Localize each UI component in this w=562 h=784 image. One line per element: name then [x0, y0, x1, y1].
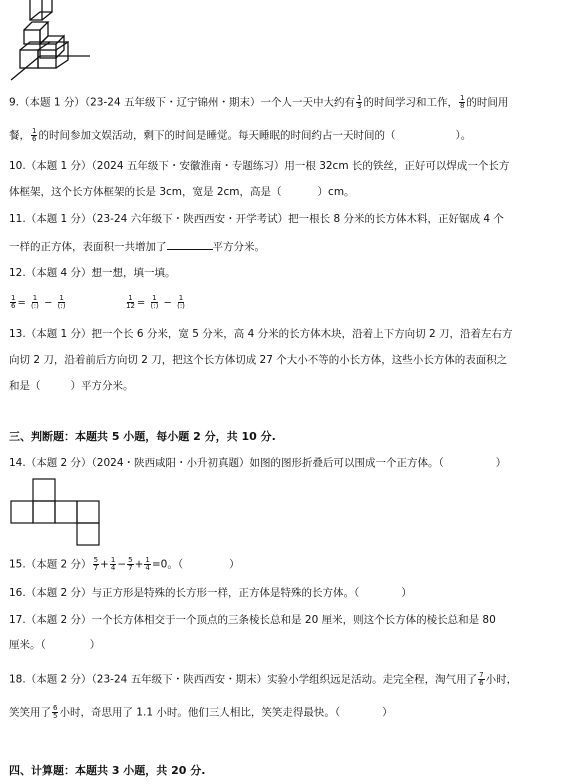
fraction-blank[interactable]: $\frac{1}{(:)}$: [57, 294, 66, 310]
fraction-blank[interactable]: $\frac{1}{(:)}$: [150, 294, 159, 310]
q14-text: 14.（本题 2 分）（2024・陕西咸阳・小升初真题）如图的图形折叠后可以围成一个正方体。（: [9, 457, 444, 469]
q11-text-b: 平方分米。: [212, 241, 265, 253]
cube-net-figure: [10, 478, 110, 548]
equation-1: $\frac{1}{6}$ = $\frac{1}{(:)}$ − $\frac{1}{(:)}$: [11, 294, 66, 310]
equation-2: $\frac{1}{12}$ = $\frac{1}{(:)}$ − $\frac{1}{(:)}$: [126, 294, 185, 310]
question-16: 16.（本题 2 分）与正方形是特殊的长方形一样，正方体是特殊的长方体。（ ）: [9, 587, 412, 599]
question-15: 15.（本题 2 分） $\frac{5}{7}$ + $\frac{1}{4}$ − $\frac{5}{7}$ + $\frac{1}{4}$ =0。（ ）: [9, 556, 240, 572]
question-13-line-3: [9, 379, 134, 393]
fraction-one-third: $\frac{1}{3}$: [356, 94, 362, 110]
question-10-line-2: [9, 185, 355, 199]
q9-text-4: 餐，: [9, 129, 30, 142]
q9-text-3: 的时间用: [466, 96, 509, 109]
question-18-line-1: 18.（本题 2 分）（23-24 五年级下・陕西西安・期末）实验小学组织远足活动。走完全程，淘气用了 $\frac{7}{6}$ 小时，: [9, 671, 518, 687]
question-13-line-1: 13.（本题 1 分）把一个长 6 分米，宽 5 分米，高 4 分米的长方体木块，沿着上下方向切 2 刀，沿着左右方: [9, 328, 513, 340]
q9-text-2: 的时间学习和工作，: [363, 96, 458, 109]
question-17-line-2: 厘米。（ ）: [9, 639, 101, 651]
q11-text-a: 一样的正方体，表面积一共增加了: [9, 241, 167, 253]
question-12-line-1: 12.（本题 4 分）想一想，填一填。: [9, 267, 176, 279]
fraction-blank[interactable]: $\frac{1}{(:)}$: [31, 294, 39, 310]
question-17-line-1: 17.（本题 2 分）一个长方体相交于一个顶点的三条棱长总和是 20 厘米，则这个长方体的棱长总和是 80: [9, 614, 496, 626]
fraction-blank[interactable]: $\frac{1}{(:)}$: [177, 294, 185, 310]
question-10-line-1: 10.（本题 1 分）（2024 五年级下・安徽淮南・专题练习）用一根 32cm 长的铁丝，正好可以焊成一个长方: [9, 160, 510, 172]
question-9-line-1: [9, 95, 508, 110]
question-11-line-1: 11.（本题 1 分）（23-24 六年级下・陕西西安・开学考试）把一根长 8 分米的长方体木料，正好锯成 4 个: [9, 213, 504, 225]
q13-text-a: 和是（: [9, 380, 41, 392]
question-11-line-2: [9, 239, 265, 254]
fraction-one-eighth: $\frac{1}{8}$: [459, 94, 465, 110]
q9-text-6: ）。: [455, 129, 472, 142]
q13-text-b: ）平方分米。: [70, 380, 134, 392]
question-13-line-2: 向切 2 刀，沿着前后方向切 2 刀，把这个长方体切成 27 个大小不等的小长方体，这些小长方体的表面积之: [9, 354, 508, 366]
q10-text-b: ）cm。: [317, 186, 355, 198]
question-14: 14.（本题 2 分）（2024・陕西咸阳・小升初真题）如图的图形折叠后可以围成一个正方体。（ ）: [9, 457, 507, 469]
q9-text-5: 的时间参加文娱活动，剩下的时间是睡觉。每天睡眠的时间约占一天时间的（: [38, 129, 396, 142]
question-18-line-2: 笑笑用了 $\frac{6}{5}$ 小时，奇思用了 1.1 小时。他们三人相比，笑笑走得最快。（ ）: [9, 704, 393, 720]
question-9-line-2: [9, 128, 471, 143]
answer-underline-blank[interactable]: [167, 239, 213, 250]
section-3-heading: 三、判断题：本题共 5 小题，每小题 2 分，共 10 分.: [9, 430, 276, 443]
q9-text-1: 9.（本题 1 分）（23-24 五年级下・辽宁锦州・期末）一个人一天中大约有: [9, 96, 355, 109]
stacked-cubes-figure: [0, 0, 110, 80]
section-4-heading: 四、计算题：本题共 3 小题，共 20 分.: [9, 764, 206, 777]
q10-text-a: 体框架，这个长方体框架的长是 3cm，宽是 2cm，高是（: [9, 186, 282, 198]
fraction-one-sixth: $\frac{1}{6}$: [32, 127, 37, 143]
